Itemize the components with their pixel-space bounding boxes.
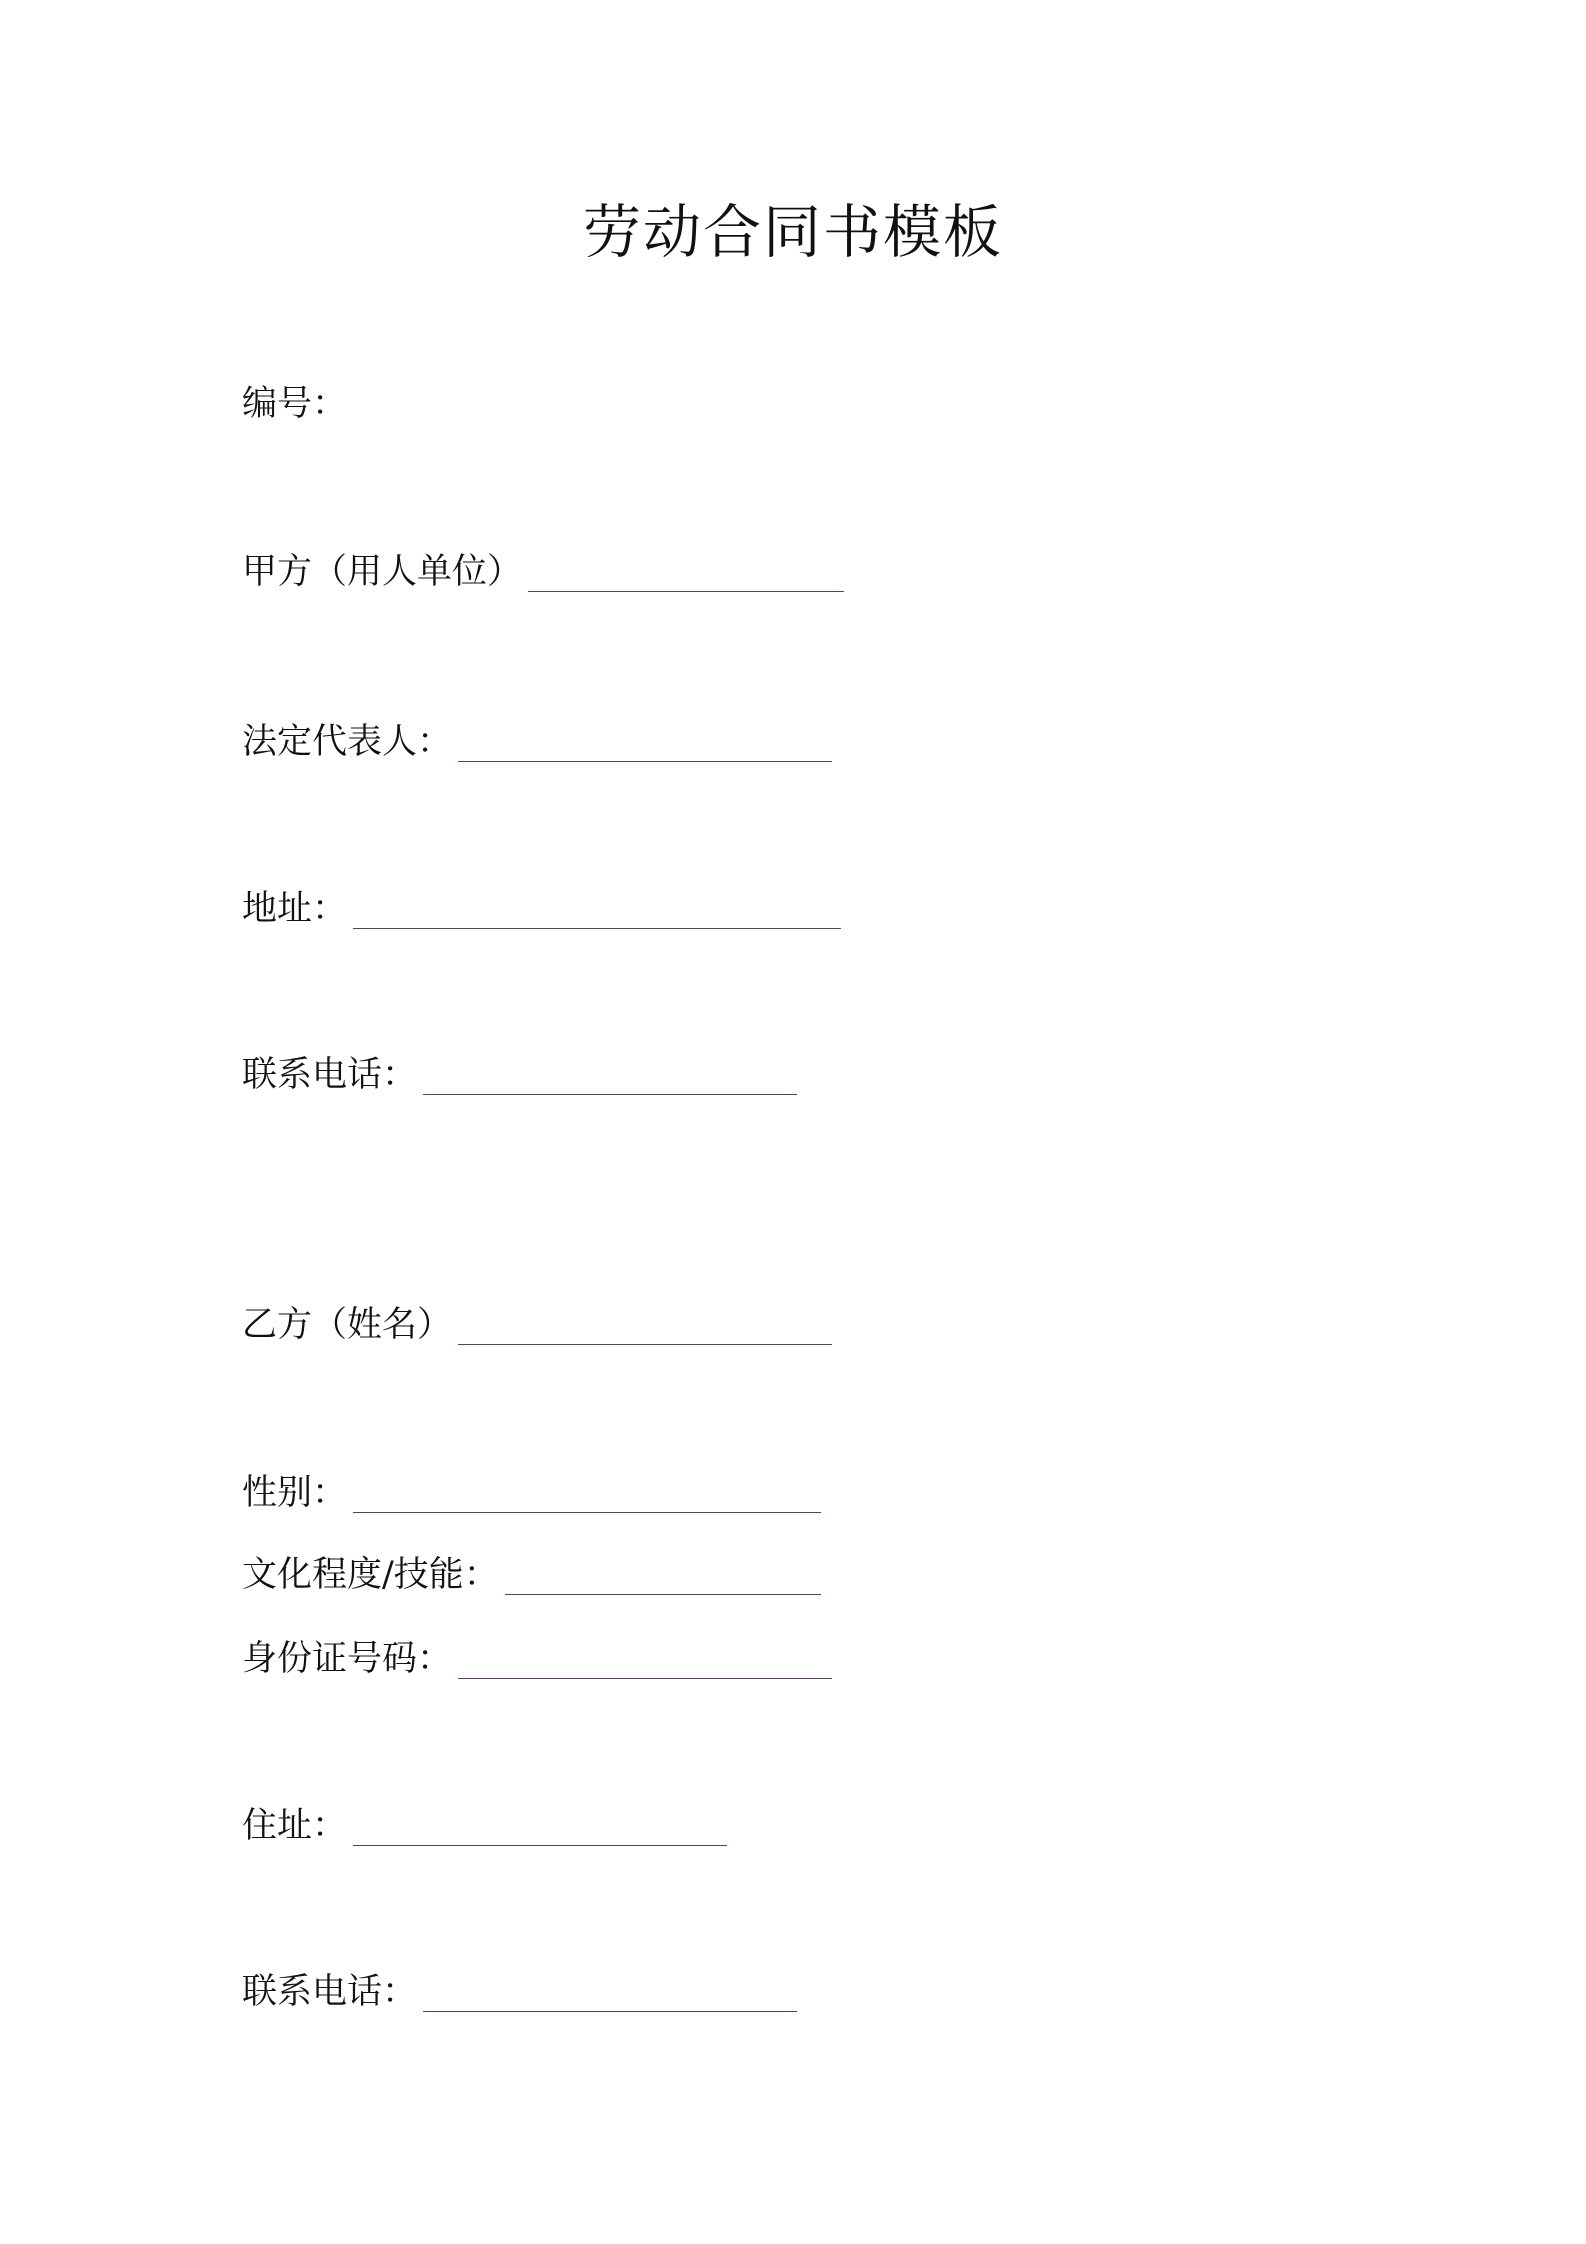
contract-number-label: 编号： [242,384,348,424]
legal-rep-blank-line[interactable] [458,761,832,762]
employer-phone-row [242,1049,797,1097]
employer-phone-blank-line[interactable] [423,1094,797,1095]
employer-label: 甲方（用人单位） [242,552,523,592]
id-number-label: 身份证号码： [242,1639,453,1679]
employer-row [242,546,844,594]
gender-row [242,1467,821,1515]
contract-number-row [242,378,347,426]
document-title: 劳动合同书模板 [582,198,1003,266]
employee-name-label: 乙方（姓名） [242,1305,453,1345]
id-number-row [242,1633,832,1681]
employee-phone-label: 联系电话： [242,1972,418,2012]
gender-label: 性别： [242,1473,348,1513]
employer-phone-label: 联系电话： [242,1055,418,1095]
id-number-blank-line[interactable] [458,1678,832,1679]
legal-rep-label: 法定代表人： [242,722,453,762]
employee-address-blank-line[interactable] [353,1845,727,1846]
gender-blank-line[interactable] [353,1512,821,1513]
employee-name-row [242,1299,832,1347]
employer-address-label: 地址： [242,889,348,929]
employer-blank-line[interactable] [528,591,844,592]
education-label: 文化程度/技能： [242,1555,499,1595]
employee-name-blank-line[interactable] [458,1344,832,1345]
employer-address-row [242,883,841,931]
employee-phone-blank-line[interactable] [423,2011,797,2012]
employee-address-row [242,1800,727,1848]
legal-rep-row [242,716,832,764]
employee-address-label: 住址： [242,1806,348,1846]
education-row [242,1549,821,1597]
employer-address-blank-line[interactable] [353,928,841,929]
education-blank-line[interactable] [505,1594,821,1595]
employee-phone-row [242,1966,797,2014]
